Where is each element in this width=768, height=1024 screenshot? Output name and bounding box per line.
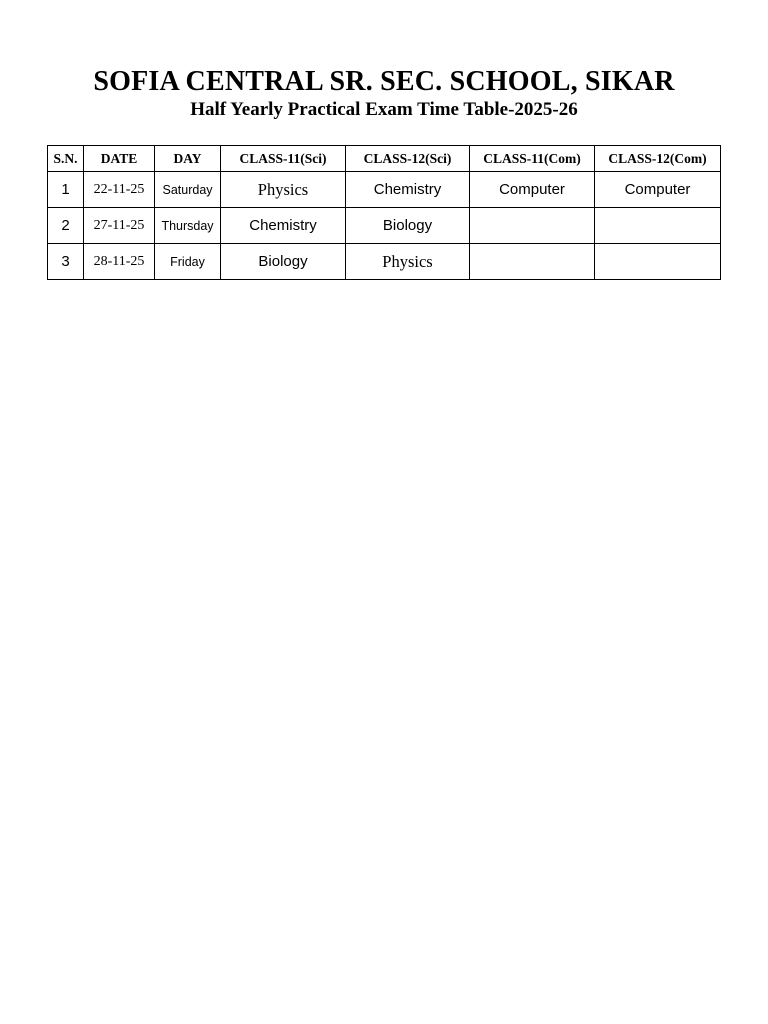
column-header-class-12-com: CLASS-12(Com): [595, 146, 721, 172]
cell-date: 28-11-25: [84, 244, 155, 280]
column-header-class-12-sci: CLASS-12(Sci): [346, 146, 470, 172]
cell-class-12-com: [595, 208, 721, 244]
cell-class-11-sci: Physics: [221, 172, 346, 208]
cell-class-12-sci: Biology: [346, 208, 470, 244]
table-row: [48, 172, 721, 208]
cell-class-11-sci: Chemistry: [221, 208, 346, 244]
cell-day: Thursday: [155, 208, 221, 244]
cell-class-12-sci: Physics: [346, 244, 470, 280]
cell-sn: 3: [48, 244, 84, 280]
cell-date: 22-11-25: [84, 172, 155, 208]
column-header-class-11-com: CLASS-11(Com): [470, 146, 595, 172]
cell-date: 27-11-25: [84, 208, 155, 244]
cell-class-11-com: Computer: [470, 172, 595, 208]
school-title: SOFIA CENTRAL SR. SEC. SCHOOL, SIKAR: [93, 66, 675, 97]
cell-class-11-sci: Biology: [221, 244, 346, 280]
exam-subtitle: Half Yearly Practical Exam Time Table-2025-26: [190, 99, 578, 120]
cell-day: Saturday: [155, 172, 221, 208]
cell-sn: 2: [48, 208, 84, 244]
cell-class-12-sci: Chemistry: [346, 172, 470, 208]
column-header-date: DATE: [84, 146, 155, 172]
column-header-sn: S.N.: [48, 146, 84, 172]
table-row: [48, 244, 721, 280]
exam-timetable: [47, 145, 721, 280]
cell-class-12-com: Computer: [595, 172, 721, 208]
column-header-class-11-sci: CLASS-11(Sci): [221, 146, 346, 172]
cell-sn: 1: [48, 172, 84, 208]
cell-class-11-com: [470, 208, 595, 244]
cell-day: Friday: [155, 244, 221, 280]
column-header-day: DAY: [155, 146, 221, 172]
table-header-row: [48, 146, 721, 172]
table-row: [48, 208, 721, 244]
cell-class-11-com: [470, 244, 595, 280]
cell-class-12-com: [595, 244, 721, 280]
